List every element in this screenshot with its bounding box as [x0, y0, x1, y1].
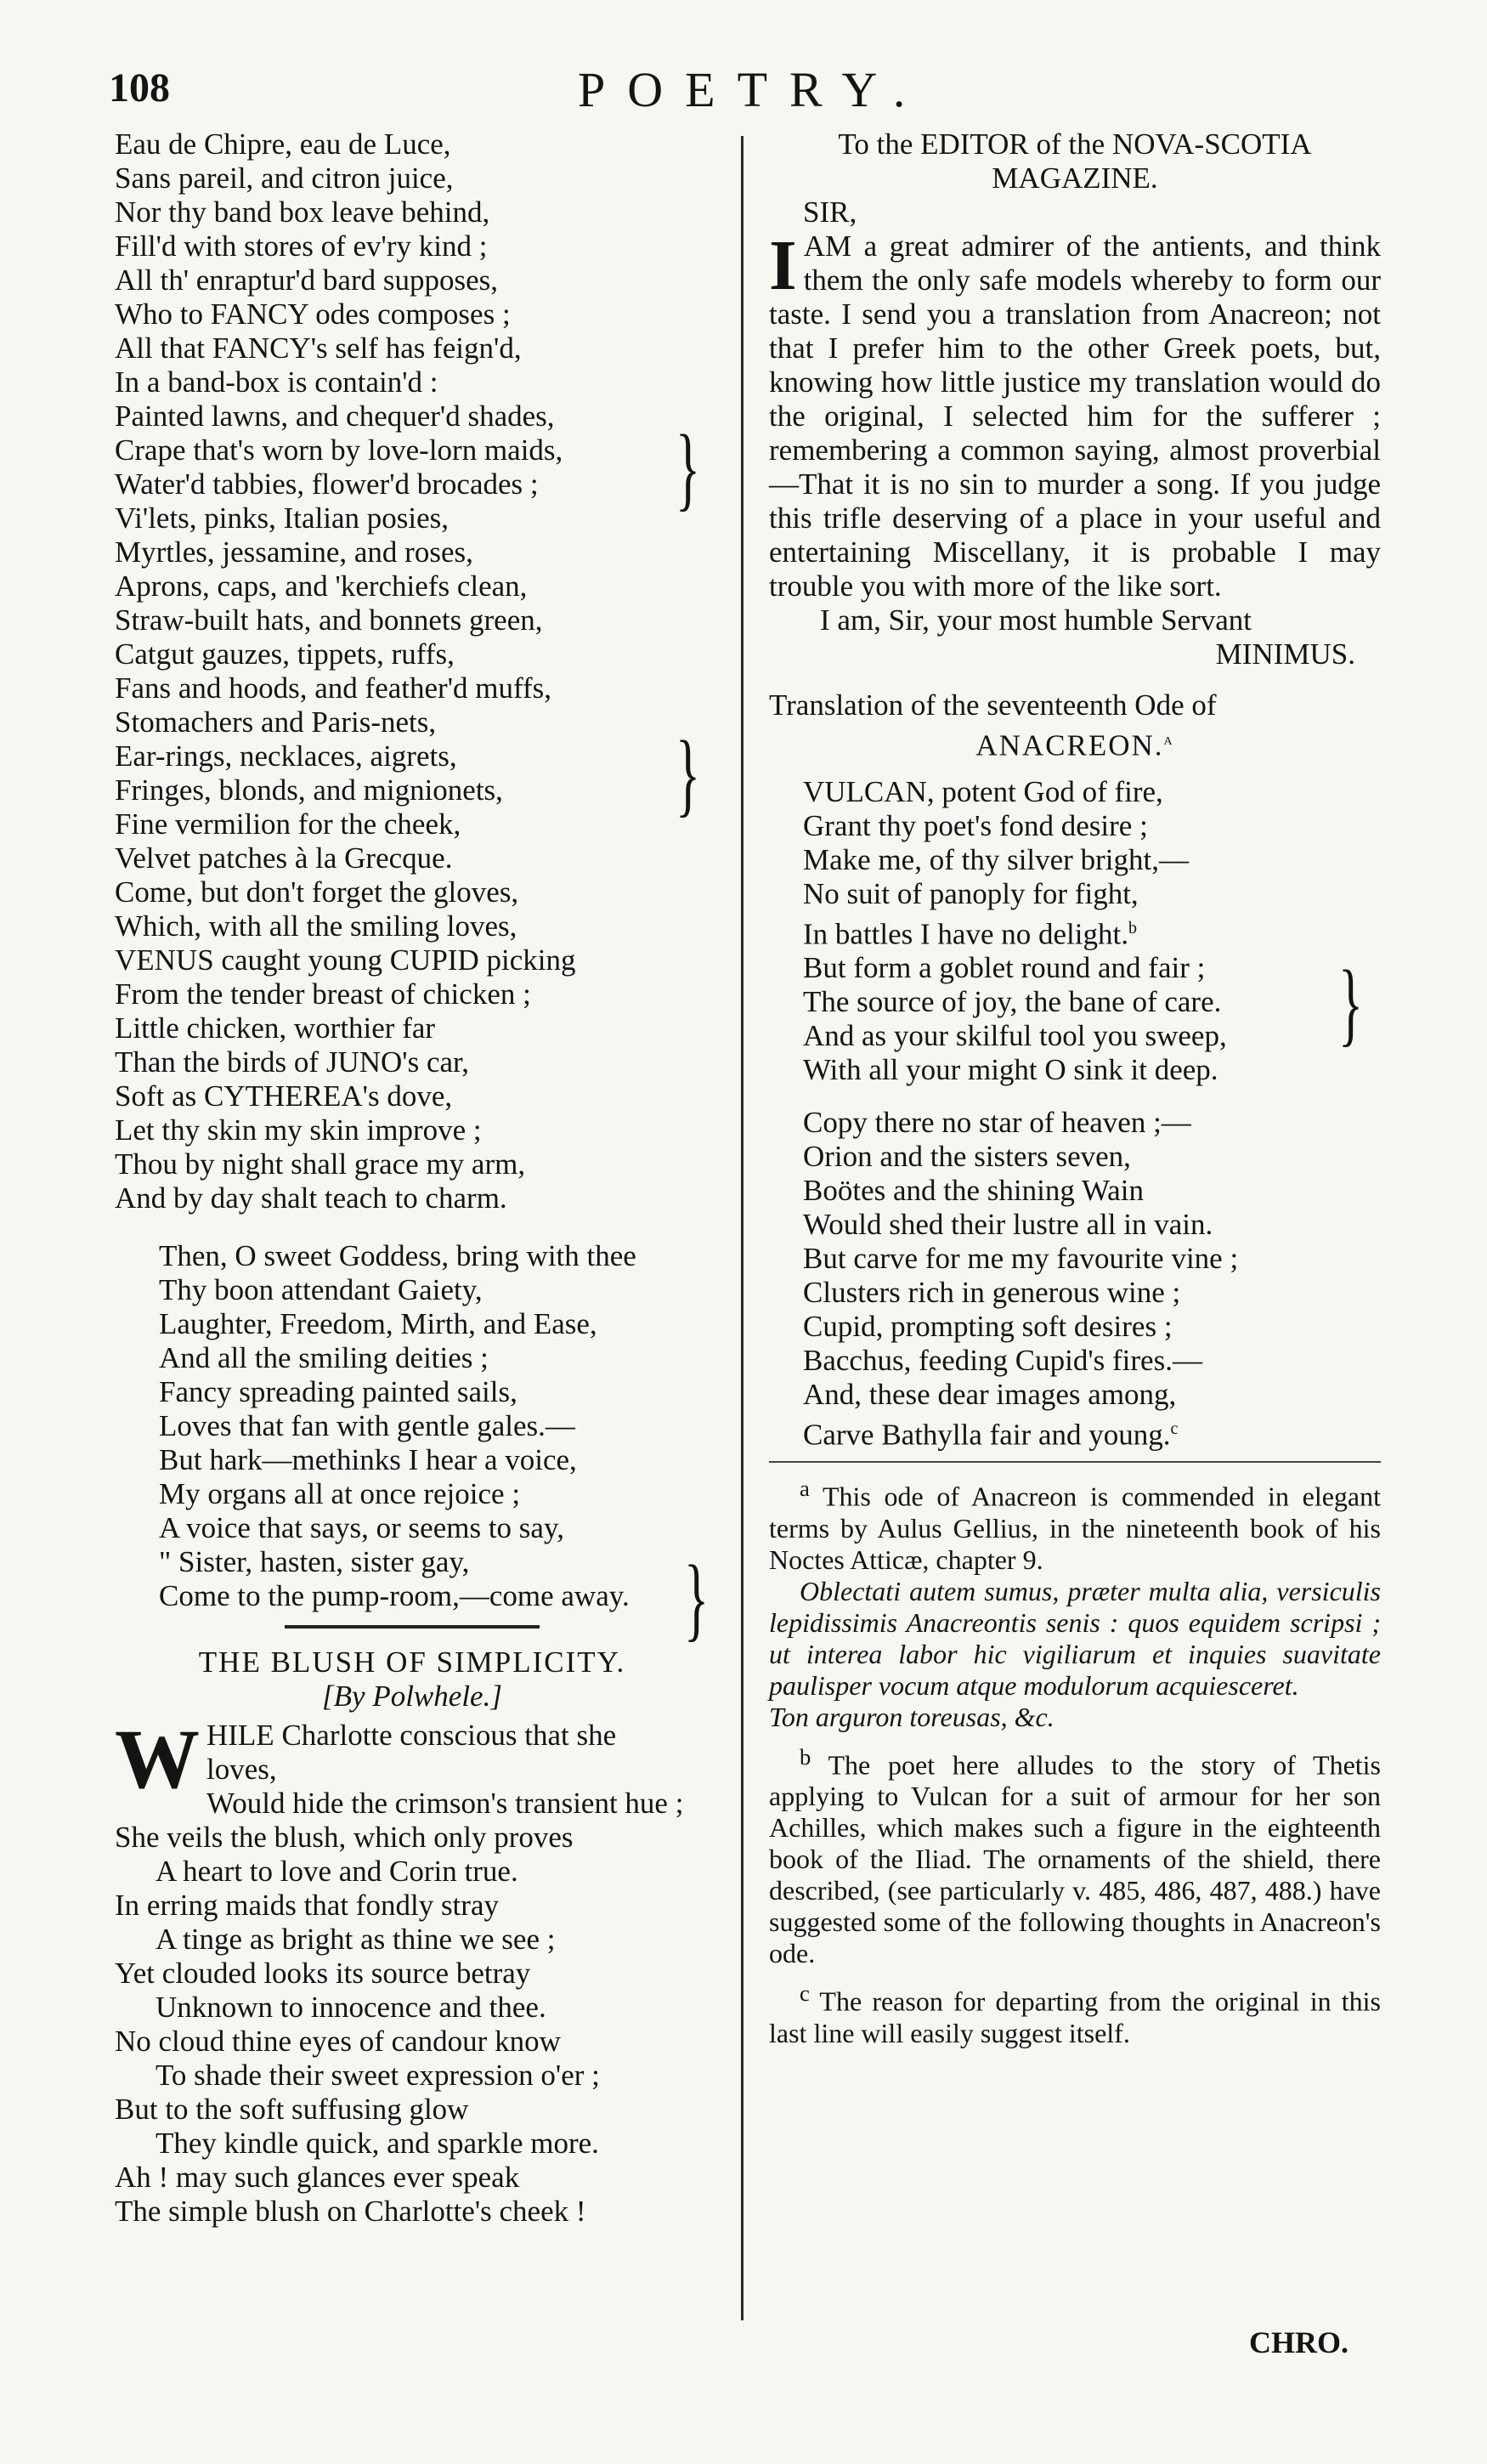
poem-line: But hark—methinks I hear a voice, [159, 1443, 577, 1476]
poem-line: Vi'lets, pinks, Italian posies, [115, 501, 449, 535]
poem-line: Eau de Chipre, eau de Luce, [115, 127, 451, 161]
poem-line: My organs all at once rejoice ; [159, 1477, 521, 1510]
poem-line: Fringes, blonds, and mignionets, [115, 773, 503, 807]
poem-two-body [115, 1753, 710, 2229]
poem-line: They kindle quick, and sparkle more. [155, 2127, 599, 2160]
ode-line: And, these dear images among, [803, 1378, 1177, 1412]
poem-line: Fill'd with stores of ev'ry kind ; [115, 229, 488, 263]
footnote-a [769, 1473, 1381, 1576]
footnote-a-text: This ode of Anacreon is commended in elegant terms by Aulus Gellius, in the nineteenth book of his Noctes Atticæ, chapter 9. [769, 1481, 1382, 1575]
poem-line: To shade their sweet expression o'er ; [155, 2059, 600, 2092]
poem-line: In erring maids that fondly stray [115, 1889, 499, 1922]
ode-line: With all your might O sink it deep. [803, 1053, 1218, 1087]
poem-line: All that FANCY's self has feign'd, [115, 331, 522, 365]
ode-line: Make me, of thy silver bright,— [803, 842, 1189, 876]
poem-line: Ear-rings, necklaces, aigrets, [115, 739, 457, 773]
poem-line: Little chicken, worthier far [115, 1011, 436, 1045]
poem-line: Yet clouded looks its source betray [115, 1957, 531, 1990]
poem-line: Crape that's worn by love-lorn maids, [115, 433, 563, 467]
poem-line: But to the soft suffusing glow [115, 2093, 469, 2126]
ode-line: Would shed their lustre all in vain. [803, 1208, 1213, 1242]
left-column [115, 127, 710, 2229]
poem-line: Let thy skin my skin improve ; [115, 1113, 482, 1147]
footnotes [769, 1473, 1381, 2049]
translation-title-author [769, 722, 1381, 763]
poem-line: No cloud thine eyes of candour know [115, 2025, 561, 2058]
poem-two-first-line: HILE Charlotte conscious that she [206, 1719, 617, 1752]
footnote-a-greek: Ton arguron toreusas, &c. [769, 1701, 1054, 1732]
poem-two-byline: [By Polwhele.] [322, 1679, 502, 1713]
ode-line: Clusters rich in generous wine ; [803, 1276, 1181, 1310]
poem-line: loves, [206, 1753, 277, 1786]
poem-line: Aprons, caps, and 'kerchiefs clean, [115, 569, 528, 603]
poem-line: Water'd tabbies, flower'd brocades ; [115, 467, 539, 501]
poem-line: Than the birds of JUNO's car, [115, 1045, 470, 1079]
footnote-b [769, 1742, 1381, 1970]
poem-line: She veils the blush, which only proves [115, 1821, 574, 1854]
ode-line: In battles I have no delight.$^b$ [803, 917, 1137, 951]
poem-one-part-one [115, 127, 710, 1215]
poem-line: Thy boon attendant Gaiety, [159, 1273, 483, 1306]
poem-two-title: THE BLUSH OF SIMPLICITY. [198, 1645, 626, 1679]
letter-body [769, 226, 1381, 603]
section-divider [285, 1625, 540, 1629]
footnote-a-latin: Oblectati autem sumus, præter multa alia, versiculis lepidissimis Anacreontis senis : quos equidem scripsi ; ut interea labor hic vigiliarum et inquies suavitate paulisper vocum atque modulorum acquiesceret. [769, 1575, 1381, 1701]
translation-title: Translation of the seventeenth Ode of [769, 688, 1217, 722]
letter-drop-cap: I [769, 226, 797, 305]
poem-line: VENUS caught young CUPID picking [115, 943, 576, 977]
letter-signature: MINIMUS. [1215, 637, 1355, 671]
ode-line: But carve for me my favourite vine ; [803, 1242, 1239, 1276]
footnote-c-mark: c [800, 1980, 810, 2007]
footnote-c [769, 1978, 1381, 2049]
poem-one-part-two [115, 1239, 710, 1613]
poem-line: Soft as CYTHEREA's dove, [115, 1079, 453, 1113]
catchword: CHRO. [1249, 2325, 1348, 2359]
poem-line: Which, with all the smiling loves, [115, 909, 517, 943]
footnote-b-mark: b [800, 1743, 811, 1770]
ode-stanza-two [769, 1106, 1381, 1453]
ode-line: No suit of panoply for fight, [803, 876, 1139, 910]
poem-two-drop-cap: W [115, 1712, 200, 1806]
footnote-ref-a: a [1163, 730, 1174, 749]
ode-line: Copy there no star of heaven ;— [803, 1106, 1191, 1140]
poem-line: Would hide the crimson's transient hue ; [206, 1787, 684, 1820]
poem-line: Unknown to innocence and thee. [155, 1991, 546, 2024]
letter-address-line-one: To the EDITOR of the NOVA-SCOTIA [838, 127, 1312, 161]
poem-line: Loves that fan with gentle gales.— [159, 1409, 575, 1442]
ode-line: Orion and the sisters seven, [803, 1140, 1131, 1174]
footnote-b-text: The poet here alludes to the story of Thetis applying to Vulcan for a suit of armour for her son Achilles, which makes such a figure in the eighteenth book of the Iliad. The ornaments of the shield, there described, (see particularly v. 485, 486, 487, 488.) have suggested some of the following thoughts in Anacreon's ode. [769, 1749, 1382, 1969]
footnote-a-mark: a [800, 1475, 810, 1501]
poem-line: In a band-box is contain'd : [115, 365, 438, 399]
poem-line: The simple blush on Charlotte's cheek ! [115, 2195, 586, 2228]
ode-line: And as your skilful tool you sweep, [803, 1019, 1227, 1053]
triplet-brace-fabrics: } [676, 416, 701, 519]
footnote-ref: c [1170, 1419, 1179, 1439]
poem-line: And all the smiling deities ; [159, 1341, 489, 1374]
poem-line: Fans and hoods, and feather'd muffs, [115, 671, 552, 705]
ode-line: But form a goblet round and fair ; [803, 951, 1206, 985]
column-rule [741, 136, 744, 2320]
poem-line: Then, O sweet Goddess, bring with thee [159, 1239, 636, 1272]
poem-line: A tinge as bright as thine we see ; [155, 1923, 556, 1956]
footnote-ref: b [1128, 918, 1137, 937]
poem-line: And by day shalt teach to charm. [115, 1181, 507, 1215]
ode-stanza-one [769, 775, 1381, 1088]
letter-text: AM a great admirer of the antients, and think them the only safe models whereby to form our taste. I send you a translation from Anacreon; not that I prefer him to the other Greek poets, but, knowing how little justice my translation would do the original, I selected him for the sufferer ; remembering a common saying, almost proverbial—That it is no sin to murder a song. If you judge this trifle deserving of a place in your useful and entertaining Miscellany, it is probable I may trouble you with more of the like sort. [769, 229, 1381, 603]
footnote-rule [769, 1461, 1381, 1463]
poem-line: A heart to love and Corin true. [155, 1855, 518, 1888]
ode-line: VULCAN, potent God of fire, [803, 774, 1163, 808]
right-column [769, 127, 1381, 2049]
poem-line: Nor thy band box leave behind, [115, 195, 490, 229]
poem-line: Stomachers and Paris-nets, [115, 705, 437, 739]
ode-line: Bacchus, feeding Cupid's fires.— [803, 1344, 1202, 1378]
poem-line: Catgut gauzes, tippets, ruffs, [115, 637, 455, 671]
triplet-brace-adornments: } [676, 722, 701, 825]
ode-line: Cupid, prompting soft desires ; [803, 1310, 1173, 1344]
page-number: 108 [109, 65, 170, 110]
letter-closing: I am, Sir, your most humble Servant [820, 603, 1252, 637]
translation-author: ANACREON. [975, 728, 1164, 762]
poem-line: Sans pareil, and citron juice, [115, 161, 454, 195]
ode-line: Grant thy poet's fond desire ; [803, 808, 1148, 842]
poem-line: Velvet patches à la Grecque. [115, 841, 453, 875]
poem-line: Fine vermilion for the cheek, [115, 807, 461, 841]
poem-line: " Sister, hasten, sister gay, [159, 1545, 470, 1578]
poem-line: Come to the pump-room,—come away. [159, 1579, 630, 1612]
poem-line: Ah ! may such glances ever speak [115, 2161, 520, 2194]
ode-line: Carve Bathylla fair and young.$^c$ [803, 1418, 1179, 1452]
running-title: POETRY. [578, 62, 928, 117]
poem-line: From the tender breast of chicken ; [115, 977, 531, 1011]
triplet-brace-voice: } [684, 1546, 710, 1650]
ode-line: Boötes and the shining Wain [803, 1174, 1144, 1208]
poem-line: Laughter, Freedom, Mirth, and Ease, [159, 1307, 597, 1340]
poem-line: Straw-built hats, and bonnets green, [115, 603, 543, 637]
poem-line: All th' enraptur'd bard supposes, [115, 263, 499, 297]
poem-line: Fancy spreading painted sails, [159, 1375, 517, 1408]
letter-address-line-two: MAGAZINE. [992, 161, 1158, 195]
page-header [0, 49, 1487, 117]
poem-line: Myrtles, jessamine, and roses, [115, 535, 473, 569]
ode-line: The source of joy, the bane of care. [803, 985, 1222, 1019]
poem-line: Thou by night shall grace my arm, [115, 1147, 526, 1181]
poem-line: Who to FANCY odes composes ; [115, 297, 511, 331]
poem-line: Come, but don't forget the gloves, [115, 875, 519, 909]
poem-line: Painted lawns, and chequer'd shades, [115, 399, 555, 433]
triplet-brace-panoply: } [1338, 951, 1364, 1055]
footnote-c-text: The reason for departing from the original in this last line will easily suggest itself. [769, 1985, 1382, 2048]
letter-salutation: SIR, [803, 195, 857, 229]
poem-line: A voice that says, or seems to say, [159, 1511, 564, 1544]
